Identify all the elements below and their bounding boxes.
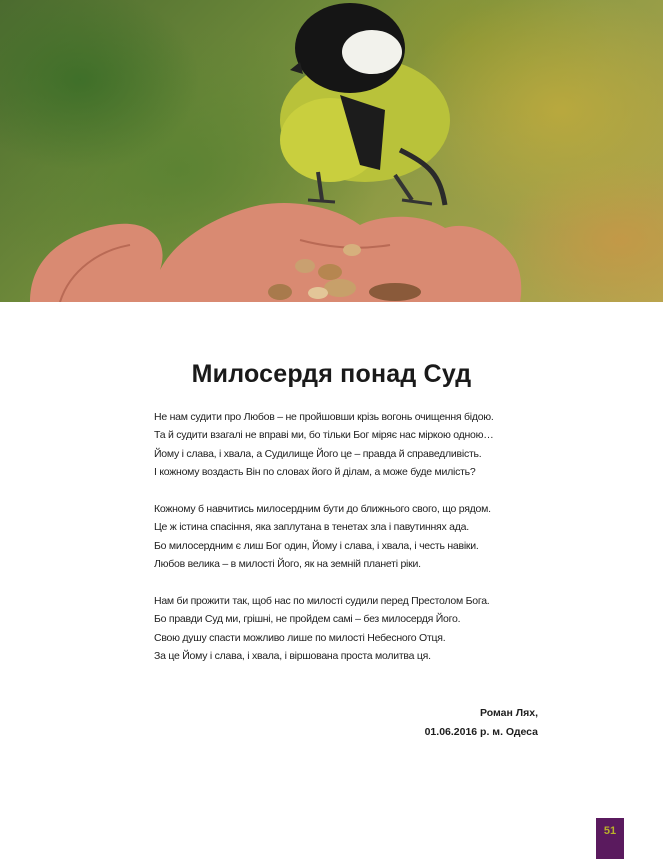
stanza-3 <box>154 592 574 666</box>
poem-line: І кожному воздасть Він по словах його й ділам, а може буде милість? <box>154 466 476 479</box>
poem-line: За це Йому і слава, і хвала, і віршована проста молитва ця. <box>154 650 431 663</box>
header-photo-titmouse-on-hand <box>0 0 663 302</box>
poem-line: Бо правди Суд ми, грішні, не пройдем самі – без милосердя Його. <box>154 613 461 626</box>
poem-line: Це ж істина спасіння, яка заплутана в тенетах зла і павутиннях ада. <box>154 521 469 534</box>
page-number: 51 <box>596 818 624 859</box>
poem-line: Не нам судити про Любов – не пройшовши крізь вогонь очищення бідою. <box>154 411 494 423</box>
poem-line: Бо милосердним є лиш Бог один, Йому і слава, і хвала, і честь навіки. <box>154 539 479 552</box>
author-name: Роман Лях, <box>480 707 538 719</box>
poem-line: Нам би прожити так, щоб нас по милості судили перед Престолом Бога. <box>154 595 490 607</box>
stanza-2 <box>154 500 574 574</box>
titmouse-illustration <box>280 3 450 205</box>
page-title: Милосердя понад Суд <box>191 360 472 388</box>
titmouse-on-hand-illustration <box>0 0 663 302</box>
poem-line: Любов велика – в милості Його, як на земній планеті ріки. <box>154 558 421 571</box>
author-signature <box>425 704 538 742</box>
poem-line: Та й судити взагалі не вправі ми, бо тільки Бог міряє нас міркою одною… <box>154 429 494 442</box>
poem-line: Кожному б навчитись милосердним бути до ближнього свого, що рядом. <box>154 503 491 515</box>
poem-line: Йому і слава, і хвала, а Судилище Його це – правда й справедливість. <box>154 447 482 460</box>
date-place: 01.06.2016 р. м. Одеса <box>424 726 538 738</box>
stanza-1 <box>154 408 574 482</box>
poem-line: Свою душу спасти можливо лише по милості Небесного Отця. <box>154 631 446 644</box>
